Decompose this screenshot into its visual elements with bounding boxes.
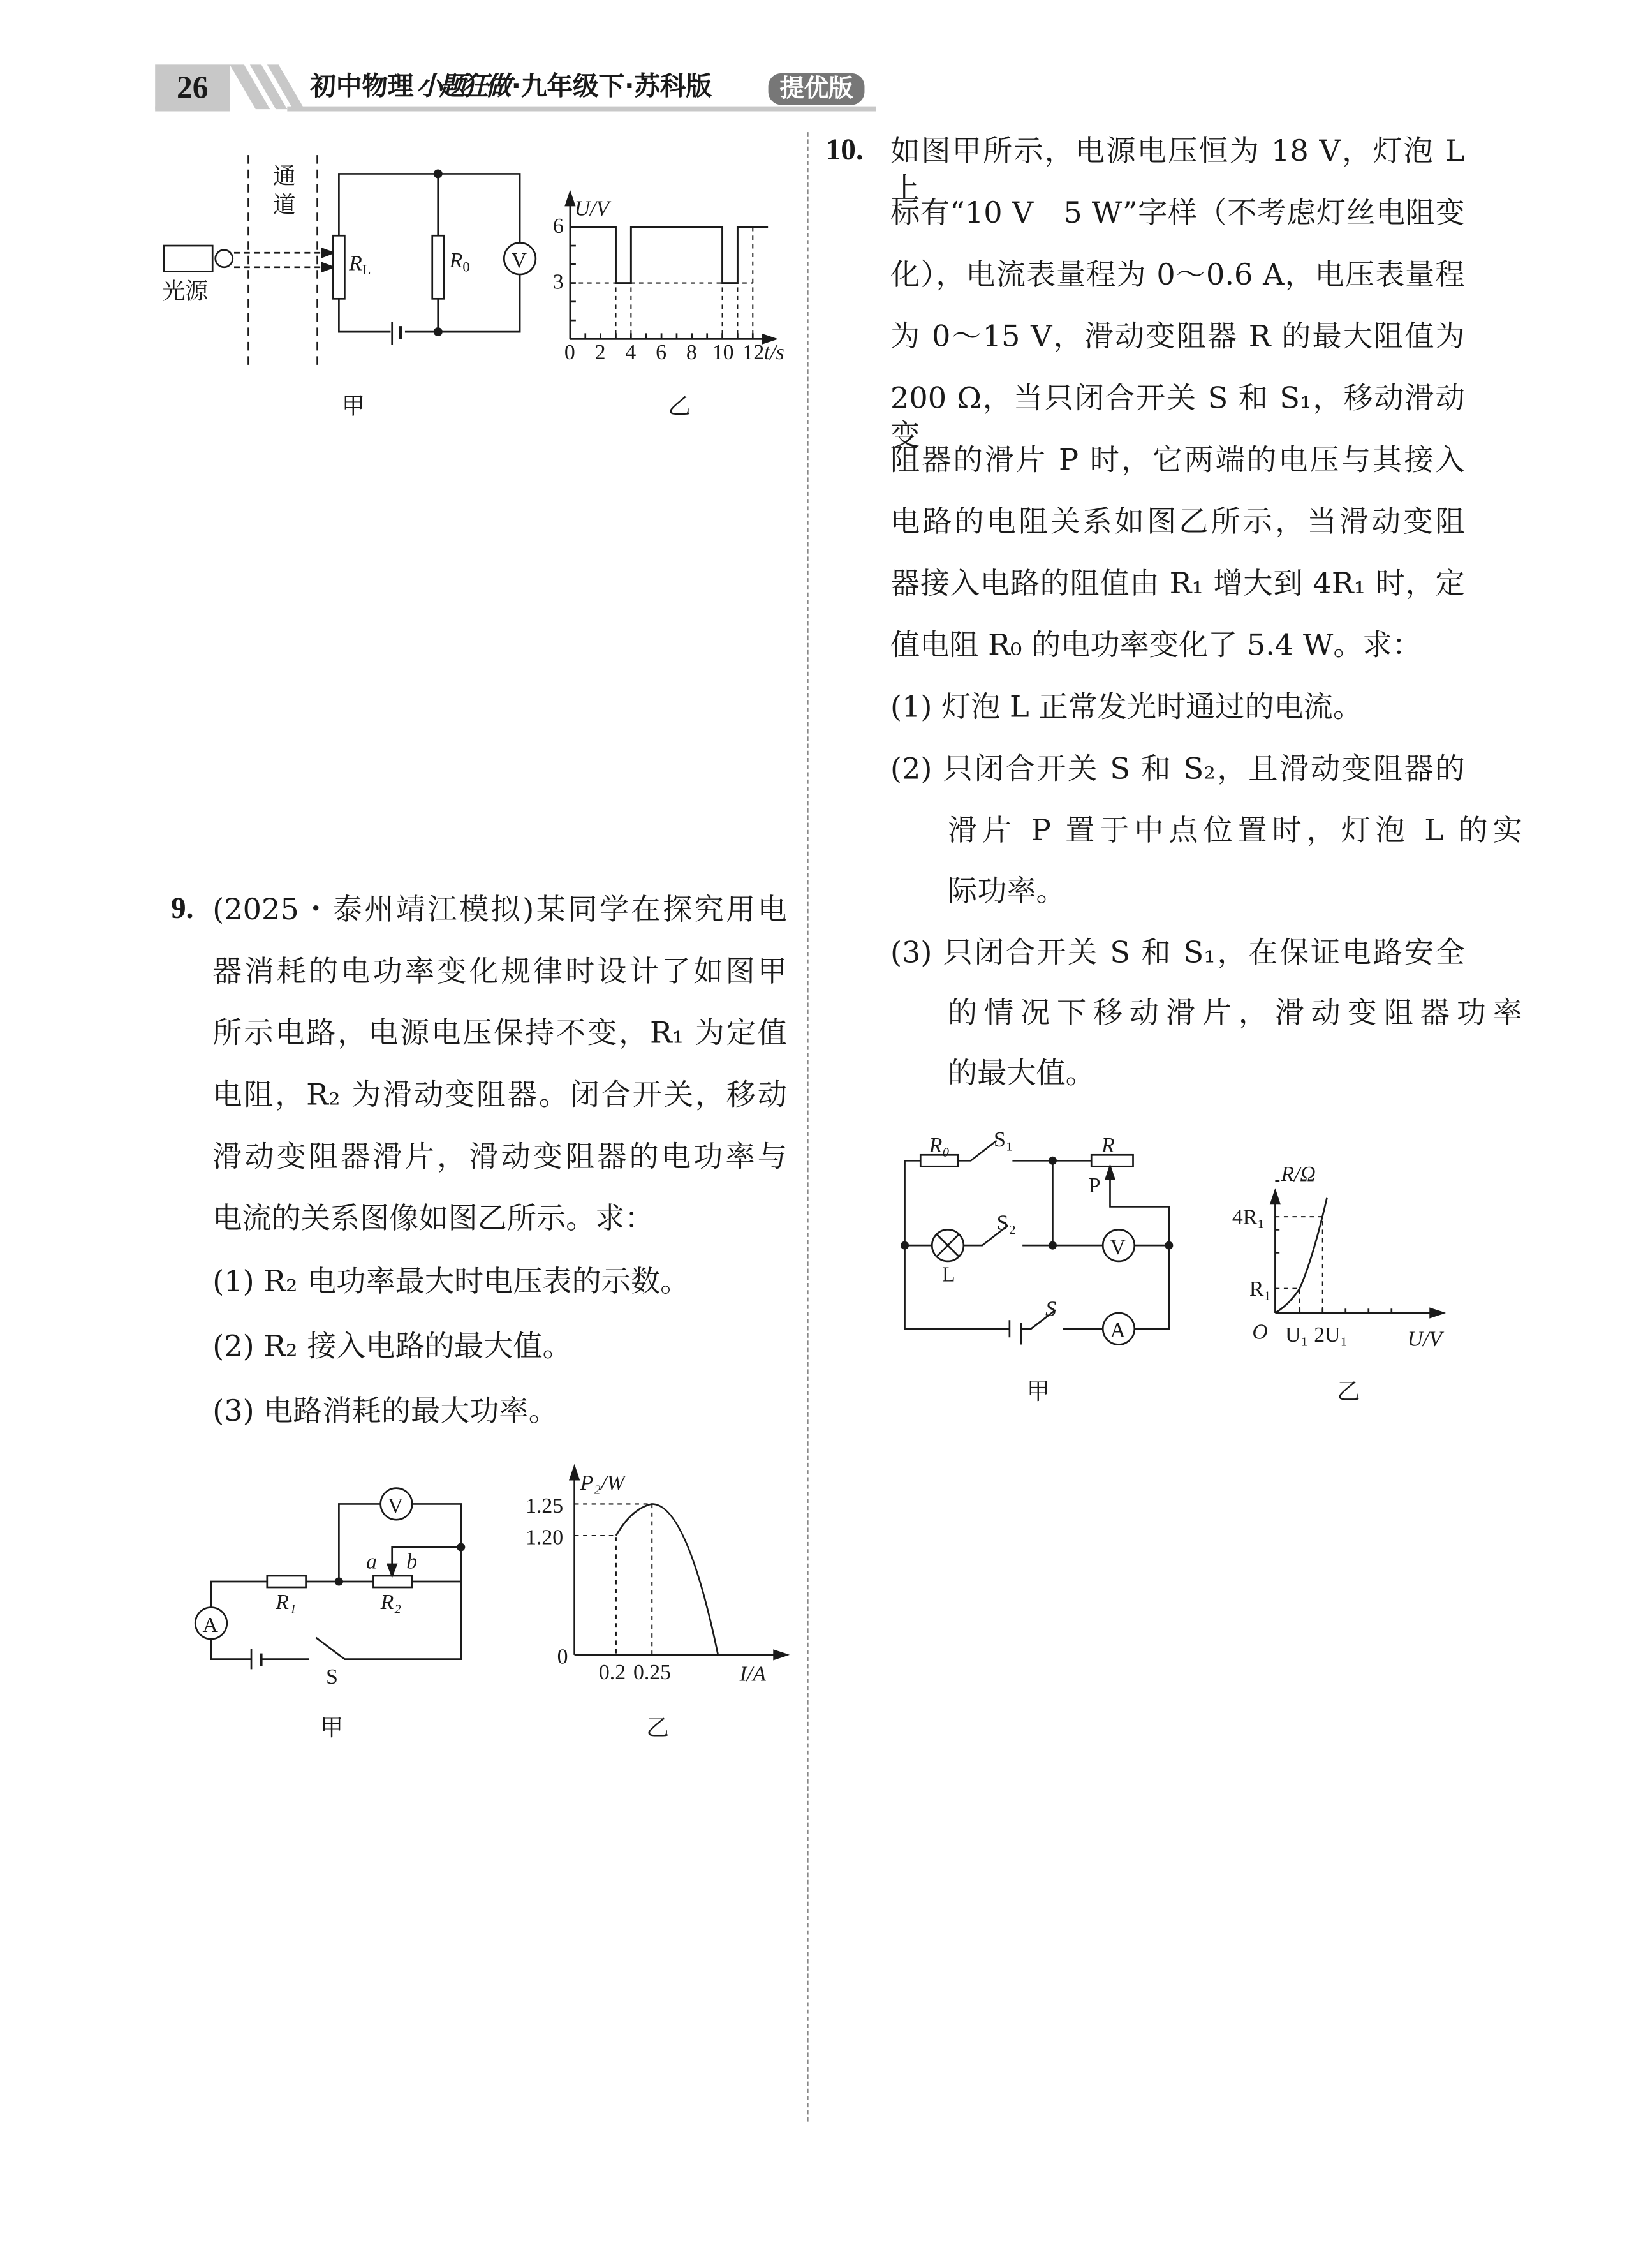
r0-label: $R_0$	[449, 248, 470, 275]
p-label: P	[1088, 1173, 1101, 1197]
power-current-graph	[526, 1467, 787, 1686]
x-tick-label: 8	[686, 340, 697, 364]
text-line: 电阻，R₂ 为滑动变阻器。闭合开关，移动	[212, 1077, 787, 1112]
y-axis-label: U/V	[574, 196, 610, 221]
x-tick-label: 0	[564, 340, 575, 364]
channel-label-2: 道	[272, 192, 296, 219]
text-line: 200 Ω，当只闭合开关 S 和 S₁，移动滑动变	[890, 380, 1465, 453]
light-source-label: 光源	[162, 278, 209, 305]
x-tick-label: 6	[656, 340, 666, 364]
text-line: 滑片 P 置于中点位置时，灯泡 L 的实	[948, 813, 1522, 848]
x-tick-label: 10	[712, 340, 734, 364]
text-line: 值电阻 R₀ 的电功率变化了 5.4 W。求：	[890, 627, 1422, 662]
graph-guides	[1275, 1217, 1322, 1313]
r2-label: R₂	[380, 1590, 402, 1614]
y-tick-6: 6	[552, 214, 564, 238]
y-tick-r1: R₁	[1249, 1277, 1272, 1301]
text-line: 器接入电路的阻值由 R₁ 增大到 4R₁ 时，定	[890, 566, 1465, 601]
voltmeter-label: V	[511, 248, 527, 272]
arrow-icon	[570, 1467, 579, 1479]
text-line: 器消耗的电功率变化规律时设计了如图甲	[212, 954, 787, 989]
caption-jia: 甲	[341, 393, 365, 420]
caption-jia: 甲	[1026, 1379, 1050, 1405]
r-u-curve	[1275, 1198, 1327, 1313]
text-line: 滑动变阻器滑片，滑动变阻器的电功率与	[212, 1139, 787, 1174]
x-tick-02: 0.2	[598, 1661, 626, 1685]
text-line: 电路的电阻关系如图乙所示，当滑动变阻	[890, 504, 1465, 539]
origin-label: O	[1252, 1320, 1268, 1344]
voltmeter-label: V	[387, 1493, 404, 1518]
text-line: 所示电路，电源电压保持不变，R₁ 为定值	[212, 1015, 787, 1050]
page-number: 26	[155, 64, 230, 109]
text-line: (1) R₂ 电功率最大时电压表的示数。	[212, 1264, 690, 1299]
caption-jia: 甲	[320, 1714, 344, 1741]
y-tick-125: 1.25	[526, 1493, 564, 1518]
s2-label: S₂	[996, 1211, 1017, 1235]
lamp-label: L	[942, 1263, 955, 1287]
voltmeter-label: V	[1110, 1235, 1126, 1259]
text-line: 如图甲所示，电源电压恒为 18 V，灯泡 L 上	[890, 133, 1465, 205]
caption-yi: 乙	[1337, 1379, 1360, 1405]
graph-ticks	[1275, 1181, 1391, 1313]
text-line: (2025・泰州靖江模拟)某同学在探究用电	[212, 892, 787, 927]
x-tick-2u1: 2U₁	[1314, 1323, 1348, 1347]
s-label: S	[1045, 1297, 1057, 1321]
resistor-r1	[267, 1576, 306, 1587]
r1-label: R₁	[276, 1590, 297, 1614]
x-axis-label: U/V	[1407, 1327, 1442, 1351]
resistance-voltage-graph	[1232, 1162, 1444, 1351]
text-line: 标有“10 V 5 W”字样（不考虑灯丝电阻变	[890, 195, 1465, 230]
text-line: (3) 只闭合开关 S 和 S₁，在保证电路安全	[890, 935, 1465, 970]
arrow-icon	[1271, 1191, 1280, 1204]
question-9-number: 9.	[170, 890, 194, 926]
s1-label: S₁	[994, 1127, 1013, 1152]
power-curve	[616, 1504, 718, 1654]
ammeter-label: A	[202, 1613, 218, 1637]
graph-guides	[575, 1504, 652, 1654]
y-tick-120: 1.20	[526, 1525, 564, 1550]
y-tick-4r1: 4R₁	[1232, 1205, 1265, 1229]
text-line: 际功率。	[948, 873, 1066, 908]
y-tick-3: 3	[552, 270, 564, 294]
y-axis-label: P₂/W	[580, 1471, 625, 1495]
x-tick-025: 0.25	[633, 1661, 672, 1685]
text-line: 电流的关系图像如图乙所示。求：	[212, 1201, 654, 1236]
text-line: 的情况下移动滑片，滑动变阻器功率	[948, 995, 1522, 1030]
ammeter-label: A	[1110, 1319, 1126, 1343]
s-label: S	[326, 1664, 338, 1689]
text-line: (2) 只闭合开关 S 和 S₂，且滑动变阻器的	[890, 751, 1465, 786]
text-line: (3) 电路消耗的最大功率。	[212, 1393, 558, 1428]
text-line: 化），电流表量程为 0～0.6 A，电压表量程	[890, 257, 1465, 292]
x-tick-label: 2	[594, 340, 606, 364]
slider-arrow-icon	[1106, 1166, 1115, 1179]
r0-label: R₀	[929, 1133, 950, 1157]
edition-badge: 提优版	[769, 73, 865, 105]
title-right: ·九年级下·苏科版	[511, 71, 712, 102]
x-tick-label: 12	[742, 340, 765, 364]
text-line: (2) R₂ 接入电路的最大值。	[212, 1328, 572, 1363]
origin-label: 0	[557, 1645, 568, 1669]
channel-label-1: 通	[272, 163, 296, 190]
r-label: R	[1101, 1133, 1115, 1157]
x-tick-label: 4	[625, 340, 637, 364]
b-label: b	[406, 1550, 418, 1574]
series-logo: 小题狂做	[416, 71, 509, 102]
slider-arrow-icon	[388, 1564, 397, 1576]
title-left: 初中物理	[310, 71, 414, 102]
figure-q9	[0, 0, 862, 1767]
question-10-number: 10.	[825, 132, 864, 167]
x-axis-label: t/s	[763, 340, 784, 364]
arrow-icon	[1431, 1308, 1443, 1317]
rheostat-r2	[373, 1576, 412, 1587]
text-line: 的最大值。	[948, 1055, 1095, 1090]
text-line: 为 0～15 V，滑动变阻器 R 的最大阻值为	[890, 318, 1465, 353]
x-tick-u1: U₁	[1285, 1323, 1309, 1347]
y-axis-label: R/Ω	[1281, 1162, 1316, 1186]
caption-yi: 乙	[667, 393, 691, 420]
arrow-icon	[774, 1650, 787, 1659]
a-label: a	[366, 1550, 378, 1574]
text-line: 阻器的滑片 P 时，它两端的电压与其接入	[890, 442, 1465, 477]
x-axis-label: I/A	[739, 1662, 766, 1686]
rl-label: $R_L$	[349, 251, 371, 278]
text-line: (1) 灯泡 L 正常发光时通过的电流。	[890, 689, 1363, 724]
caption-yi: 乙	[646, 1714, 670, 1741]
